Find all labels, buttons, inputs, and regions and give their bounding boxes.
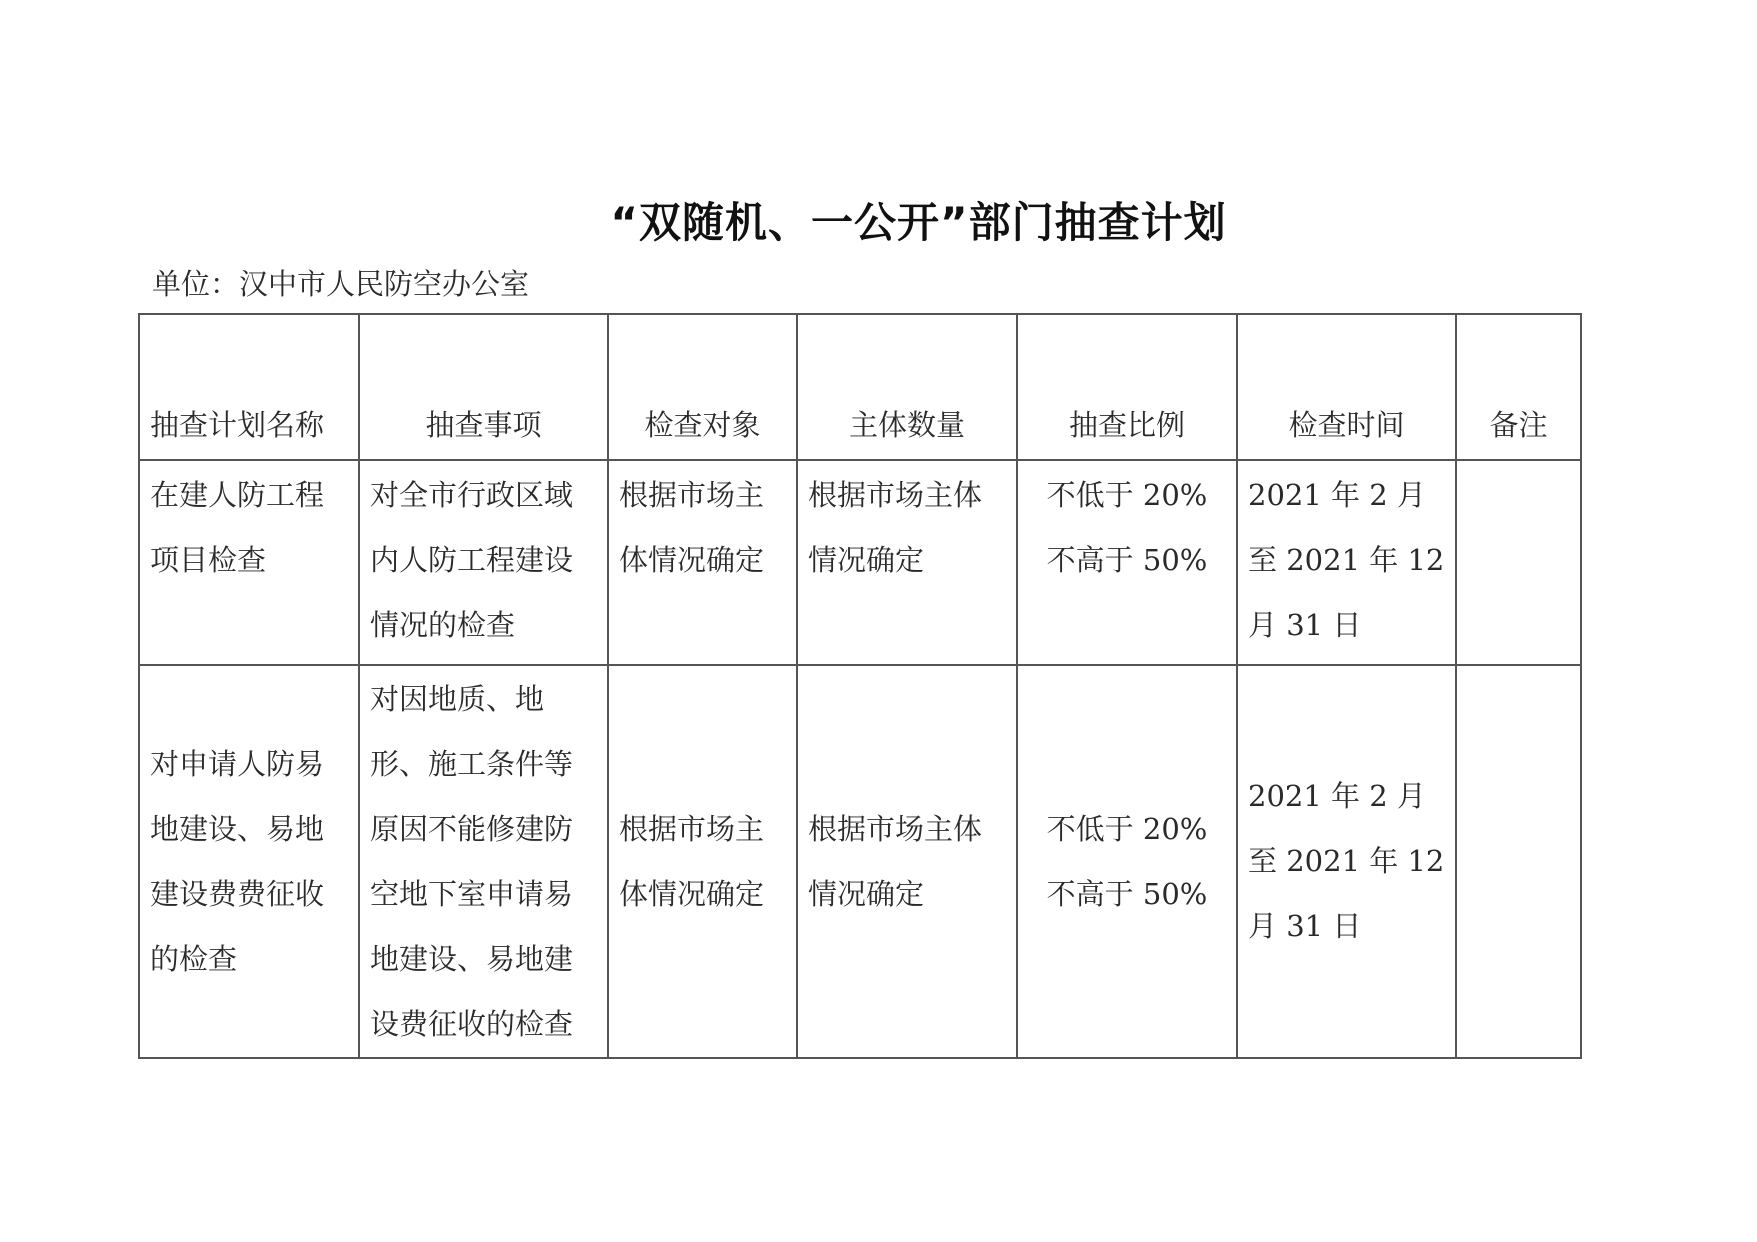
ratio-min: 不低于 20% (1046, 478, 1208, 512)
cell-plan-name: 对申请人防易地建设、易地建设费费征收的检查 (139, 665, 359, 1058)
header-plan-name: 抽查计划名称 (139, 314, 359, 460)
header-sampling-ratio: 抽查比例 (1017, 314, 1237, 460)
header-subject-count: 主体数量 (797, 314, 1017, 460)
cell-inspection-target: 根据市场主体情况确定 (608, 665, 797, 1058)
cell-plan-name: 在建人防工程项目检查 (139, 460, 359, 665)
cell-remarks (1456, 665, 1581, 1058)
cell-inspection-time: 2021 年 2 月至 2021 年 12 月 31 日 (1237, 460, 1456, 665)
ratio-max: 不高于 50% (1046, 876, 1208, 911)
cell-inspection-item: 对因地质、地形、施工条件等原因不能修建防空地下室申请易地建设、易地建设费征收的检查 (359, 665, 608, 1058)
ratio-max: 不高于 50% (1046, 543, 1208, 577)
cell-inspection-item: 对全市行政区域内人防工程建设情况的检查 (359, 460, 608, 665)
inspection-plan-table (138, 313, 1582, 1059)
header-inspection-time: 检查时间 (1237, 314, 1456, 460)
header-inspection-target: 检查对象 (608, 314, 797, 460)
unit-label: 单位：汉中市人民防空办公室 (152, 267, 530, 301)
cell-sampling-ratio (1017, 665, 1237, 1058)
ratio-min: 不低于 20% (1046, 811, 1208, 846)
cell-inspection-time: 2021 年 2 月至 2021 年 12 月 31 日 (1237, 665, 1456, 1058)
table-header-row (139, 314, 1581, 460)
header-inspection-item: 抽查事项 (359, 314, 608, 460)
table-row (139, 665, 1581, 1058)
cell-inspection-target: 根据市场主体情况确定 (608, 460, 797, 665)
cell-subject-count: 根据市场主体情况确定 (797, 665, 1017, 1058)
header-remarks: 备注 (1456, 314, 1581, 460)
page-title: “双随机、一公开”部门抽查计划 (610, 198, 1227, 247)
cell-subject-count: 根据市场主体情况确定 (797, 460, 1017, 665)
cell-sampling-ratio (1017, 460, 1237, 665)
cell-remarks (1456, 460, 1581, 665)
table-row (139, 460, 1581, 665)
